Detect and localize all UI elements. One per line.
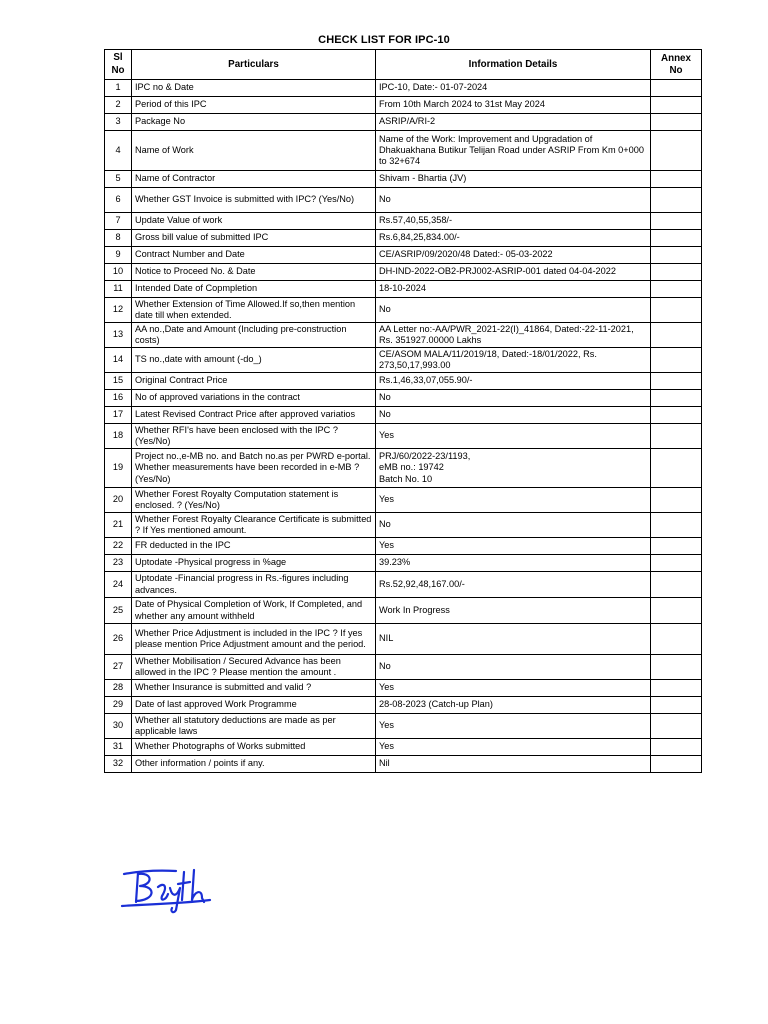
cell-particulars: Period of this IPC bbox=[132, 97, 376, 114]
cell-annex-no bbox=[651, 424, 702, 449]
table-row bbox=[105, 373, 702, 390]
cell-annex-no bbox=[651, 348, 702, 373]
cell-sl-no: 2 bbox=[105, 97, 132, 114]
cell-particulars: Package No bbox=[132, 114, 376, 131]
cell-sl-no: 21 bbox=[105, 513, 132, 538]
cell-information-details: CE/ASOM MALA/11/2019/18, Dated:-18/01/2022, Rs. 273,50,17,993.00 bbox=[376, 348, 651, 373]
table-row bbox=[105, 230, 702, 247]
cell-sl-no: 19 bbox=[105, 449, 132, 488]
signature bbox=[118, 860, 218, 916]
cell-particulars: Whether Mobilisation / Secured Advance has been allowed in the IPC ? Please mention the amount . bbox=[132, 655, 376, 680]
cell-particulars: Whether RFI's have been enclosed with the IPC ? (Yes/No) bbox=[132, 424, 376, 449]
table-row bbox=[105, 714, 702, 739]
cell-annex-no bbox=[651, 513, 702, 538]
cell-sl-no: 8 bbox=[105, 230, 132, 247]
cell-particulars: Whether all statutory deductions are made as per applicable laws bbox=[132, 714, 376, 739]
cell-information-details: DH-IND-2022-OB2-PRJ002-ASRIP-001 dated 04-04-2022 bbox=[376, 264, 651, 281]
cell-sl-no: 25 bbox=[105, 598, 132, 624]
cell-sl-no: 12 bbox=[105, 298, 132, 323]
cell-information-details: No bbox=[376, 407, 651, 424]
cell-information-details: 28-08-2023 (Catch-up Plan) bbox=[376, 697, 651, 714]
header-sl-no bbox=[105, 50, 132, 80]
cell-particulars: Whether Forest Royalty Computation statement is enclosed. ? (Yes/No) bbox=[132, 488, 376, 513]
cell-annex-no bbox=[651, 407, 702, 424]
cell-annex-no bbox=[651, 264, 702, 281]
cell-sl-no: 14 bbox=[105, 348, 132, 373]
cell-annex-no bbox=[651, 488, 702, 513]
table-row bbox=[105, 572, 702, 598]
table-row bbox=[105, 424, 702, 449]
cell-sl-no: 6 bbox=[105, 188, 132, 213]
table-row bbox=[105, 348, 702, 373]
cell-particulars: Other information / points if any. bbox=[132, 756, 376, 773]
cell-annex-no bbox=[651, 390, 702, 407]
table-row bbox=[105, 188, 702, 213]
cell-particulars: Whether Forest Royalty Clearance Certificate is submitted ? If Yes mentioned amount. bbox=[132, 513, 376, 538]
header-sl-no-label: Sl No bbox=[111, 52, 125, 76]
cell-information-details: Rs.52,92,48,167.00/- bbox=[376, 572, 651, 598]
table-row bbox=[105, 598, 702, 624]
cell-particulars: IPC no & Date bbox=[132, 80, 376, 97]
cell-information-details: NIL bbox=[376, 624, 651, 655]
cell-information-details: CE/ASRIP/09/2020/48 Dated:- 05-03-2022 bbox=[376, 247, 651, 264]
cell-information-details: Yes bbox=[376, 424, 651, 449]
table-row bbox=[105, 97, 702, 114]
cell-information-details: 18-10-2024 bbox=[376, 281, 651, 298]
cell-particulars: Name of Work bbox=[132, 131, 376, 171]
cell-annex-no bbox=[651, 80, 702, 97]
cell-information-details: Yes bbox=[376, 538, 651, 555]
cell-information-details: No bbox=[376, 655, 651, 680]
cell-annex-no bbox=[651, 756, 702, 773]
cell-annex-no bbox=[651, 538, 702, 555]
cell-annex-no bbox=[651, 680, 702, 697]
cell-sl-no: 15 bbox=[105, 373, 132, 390]
table-row bbox=[105, 756, 702, 773]
header-information-details: Information Details bbox=[376, 50, 651, 80]
cell-particulars: Date of Physical Completion of Work, If Completed, and whether any amount withheld bbox=[132, 598, 376, 624]
cell-particulars: Date of last approved Work Programme bbox=[132, 697, 376, 714]
cell-annex-no bbox=[651, 230, 702, 247]
cell-information-details: No bbox=[376, 513, 651, 538]
cell-annex-no bbox=[651, 97, 702, 114]
cell-sl-no: 31 bbox=[105, 739, 132, 756]
table-row bbox=[105, 247, 702, 264]
checklist-table bbox=[104, 49, 702, 773]
cell-annex-no bbox=[651, 171, 702, 188]
table-row bbox=[105, 264, 702, 281]
table-row bbox=[105, 114, 702, 131]
table-row bbox=[105, 488, 702, 513]
cell-annex-no bbox=[651, 213, 702, 230]
cell-sl-no: 24 bbox=[105, 572, 132, 598]
cell-particulars: Whether Insurance is submitted and valid ? bbox=[132, 680, 376, 697]
cell-sl-no: 23 bbox=[105, 555, 132, 572]
cell-annex-no bbox=[651, 624, 702, 655]
table-row bbox=[105, 390, 702, 407]
cell-sl-no: 3 bbox=[105, 114, 132, 131]
table-row bbox=[105, 538, 702, 555]
cell-information-details: Rs.6,84,25,834.00/- bbox=[376, 230, 651, 247]
header-particulars: Particulars bbox=[132, 50, 376, 80]
cell-sl-no: 18 bbox=[105, 424, 132, 449]
cell-sl-no: 9 bbox=[105, 247, 132, 264]
cell-sl-no: 17 bbox=[105, 407, 132, 424]
cell-particulars: Update Value of work bbox=[132, 213, 376, 230]
cell-annex-no bbox=[651, 298, 702, 323]
cell-information-details: 39.23% bbox=[376, 555, 651, 572]
cell-information-details: Work In Progress bbox=[376, 598, 651, 624]
checklist-body bbox=[105, 80, 702, 773]
cell-annex-no bbox=[651, 598, 702, 624]
cell-sl-no: 29 bbox=[105, 697, 132, 714]
cell-particulars: Uptodate -Physical progress in %age bbox=[132, 555, 376, 572]
table-row bbox=[105, 281, 702, 298]
table-row bbox=[105, 513, 702, 538]
table-row bbox=[105, 171, 702, 188]
cell-particulars: Uptodate -Financial progress in Rs.-figures including advances. bbox=[132, 572, 376, 598]
cell-particulars: TS no.,date with amount (-do_) bbox=[132, 348, 376, 373]
cell-particulars: Whether Price Adjustment is included in the IPC ? If yes please mention Price Adjustment amount and the period. bbox=[132, 624, 376, 655]
cell-annex-no bbox=[651, 281, 702, 298]
cell-particulars: Original Contract Price bbox=[132, 373, 376, 390]
table-row bbox=[105, 80, 702, 97]
cell-sl-no: 11 bbox=[105, 281, 132, 298]
cell-sl-no: 4 bbox=[105, 131, 132, 171]
cell-information-details: No bbox=[376, 298, 651, 323]
cell-annex-no bbox=[651, 373, 702, 390]
cell-particulars: AA no.,Date and Amount (Including pre-construction costs) bbox=[132, 323, 376, 348]
cell-annex-no bbox=[651, 188, 702, 213]
cell-sl-no: 20 bbox=[105, 488, 132, 513]
table-row bbox=[105, 655, 702, 680]
cell-particulars: Intended Date of Copmpletion bbox=[132, 281, 376, 298]
table-row bbox=[105, 407, 702, 424]
cell-information-details: Rs.57,40,55,358/- bbox=[376, 213, 651, 230]
cell-sl-no: 1 bbox=[105, 80, 132, 97]
cell-annex-no bbox=[651, 572, 702, 598]
cell-annex-no bbox=[651, 323, 702, 348]
cell-particulars: Name of Contractor bbox=[132, 171, 376, 188]
cell-particulars: Notice to Proceed No. & Date bbox=[132, 264, 376, 281]
cell-information-details: AA Letter no:-AA/PWR_2021-22(I)_41864, Dated:-22-11-2021, Rs. 351927.00000 Lakhs bbox=[376, 323, 651, 348]
table-row bbox=[105, 739, 702, 756]
table-row bbox=[105, 697, 702, 714]
table-row bbox=[105, 624, 702, 655]
table-row bbox=[105, 131, 702, 171]
cell-information-details: Yes bbox=[376, 488, 651, 513]
cell-particulars: Gross bill value of submitted IPC bbox=[132, 230, 376, 247]
cell-annex-no bbox=[651, 714, 702, 739]
cell-information-details: From 10th March 2024 to 31st May 2024 bbox=[376, 97, 651, 114]
table-row bbox=[105, 680, 702, 697]
cell-particulars: Latest Revised Contract Price after approved variatios bbox=[132, 407, 376, 424]
cell-sl-no: 7 bbox=[105, 213, 132, 230]
cell-sl-no: 5 bbox=[105, 171, 132, 188]
cell-sl-no: 28 bbox=[105, 680, 132, 697]
cell-annex-no bbox=[651, 697, 702, 714]
cell-particulars: FR deducted in the IPC bbox=[132, 538, 376, 555]
cell-annex-no bbox=[651, 131, 702, 171]
cell-information-details: IPC-10, Date:- 01-07-2024 bbox=[376, 80, 651, 97]
cell-information-details: Shivam - Bhartia (JV) bbox=[376, 171, 651, 188]
header-row bbox=[105, 50, 702, 80]
cell-sl-no: 30 bbox=[105, 714, 132, 739]
cell-sl-no: 10 bbox=[105, 264, 132, 281]
cell-information-details: Yes bbox=[376, 680, 651, 697]
cell-particulars: Whether Photographs of Works submitted bbox=[132, 739, 376, 756]
cell-information-details: Name of the Work: Improvement and Upgradation of Dhakuakhana Butikur Telijan Road under ASRIP From Km 0+000 to 32+674 bbox=[376, 131, 651, 171]
cell-sl-no: 22 bbox=[105, 538, 132, 555]
cell-annex-no bbox=[651, 114, 702, 131]
cell-sl-no: 26 bbox=[105, 624, 132, 655]
cell-sl-no: 32 bbox=[105, 756, 132, 773]
table-row bbox=[105, 323, 702, 348]
cell-information-details: Yes bbox=[376, 714, 651, 739]
cell-annex-no bbox=[651, 555, 702, 572]
cell-information-details: ASRIP/A/RI-2 bbox=[376, 114, 651, 131]
document-title: CHECK LIST FOR IPC-10 bbox=[318, 34, 450, 46]
cell-annex-no bbox=[651, 739, 702, 756]
table-row bbox=[105, 449, 702, 488]
table-row bbox=[105, 298, 702, 323]
cell-particulars: Whether Extension of Time Allowed.If so,then mention date till when extended. bbox=[132, 298, 376, 323]
cell-information-details: Rs.1,46,33,07,055.90/- bbox=[376, 373, 651, 390]
cell-sl-no: 27 bbox=[105, 655, 132, 680]
table-row bbox=[105, 213, 702, 230]
cell-sl-no: 16 bbox=[105, 390, 132, 407]
cell-particulars: Contract Number and Date bbox=[132, 247, 376, 264]
cell-annex-no bbox=[651, 655, 702, 680]
cell-information-details: No bbox=[376, 188, 651, 213]
cell-particulars: No of approved variations in the contract bbox=[132, 390, 376, 407]
cell-annex-no bbox=[651, 247, 702, 264]
table-row bbox=[105, 555, 702, 572]
cell-information-details: PRJ/60/2022-23/1193, eMB no.: 19742 Batch No. 10 bbox=[376, 449, 651, 488]
cell-annex-no bbox=[651, 449, 702, 488]
cell-information-details: Nil bbox=[376, 756, 651, 773]
cell-particulars: Whether GST Invoice is submitted with IPC? (Yes/No) bbox=[132, 188, 376, 213]
cell-sl-no: 13 bbox=[105, 323, 132, 348]
cell-particulars: Project no.,e-MB no. and Batch no.as per PWRD e-portal. Whether measurements have been recorded in e-MB ? (Yes/No) bbox=[132, 449, 376, 488]
header-annex-no: Annex No bbox=[651, 50, 702, 80]
cell-information-details: No bbox=[376, 390, 651, 407]
cell-information-details: Yes bbox=[376, 739, 651, 756]
